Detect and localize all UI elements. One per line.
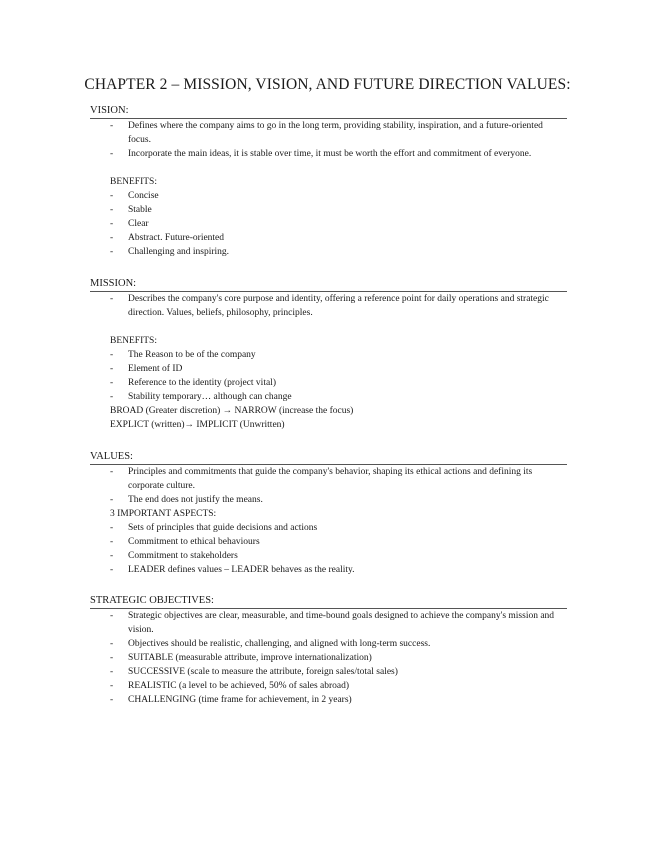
list-item: - Commitment to stakeholders [110, 551, 238, 561]
values-section [90, 450, 567, 577]
strategic-points [90, 609, 567, 707]
values-aspects [90, 521, 567, 577]
strategic-heading: STRATEGIC OBJECTIVES: [90, 594, 567, 609]
list-item: - Incorporate the main ideas, it is stable over time, it must be worth the effort and commitment of everyone. [110, 149, 532, 159]
list-item: - Reference to the identity (project vital) [110, 378, 276, 388]
list-item: - Defines where the company aims to go in the long term, providing stability, inspiration, and a future-oriented focus. [110, 121, 543, 145]
mission-section [90, 277, 567, 432]
values-heading: VALUES: [90, 450, 567, 465]
mission-points [90, 292, 567, 320]
list-item: - Clear [110, 219, 149, 229]
page-title: CHAPTER 2 – MISSION, VISION, AND FUTURE DIRECTION VALUES: [84, 76, 571, 93]
vision-section [90, 104, 567, 259]
vision-heading: VISION: [90, 104, 567, 119]
mission-benefits-heading: BENEFITS: [110, 336, 157, 346]
list-item: - Stability temporary… although can change [110, 392, 292, 402]
mission-note: BROAD (Greater discretion) → NARROW (increase the focus) [110, 406, 354, 416]
list-item: - REALISTIC (a level to be achieved, 50% of sales abroad) [110, 681, 350, 691]
list-item: - Concise [110, 191, 159, 201]
mission-note: EXPLICT (written)→ IMPLICIT (Unwritten) [110, 420, 285, 430]
list-item: - The Reason to be of the company [110, 350, 256, 360]
list-item: - Principles and commitments that guide the company's behavior, shaping its ethical actions and defining its corporate culture. [110, 467, 533, 491]
vision-benefits [90, 189, 567, 259]
list-item: - Element of ID [110, 364, 183, 374]
list-item: - CHALLENGING (time frame for achievement, in 2 years) [110, 695, 352, 705]
list-item: - SUITABLE (measurable attribute, improve internationalization) [110, 653, 372, 663]
list-item: - Stable [110, 205, 152, 215]
values-aspects-heading: 3 IMPORTANT ASPECTS: [110, 509, 217, 519]
list-item: - Strategic objectives are clear, measurable, and time-bound goals designed to achieve the company's mission and vision. [110, 611, 555, 635]
vision-benefits-heading: BENEFITS: [110, 177, 157, 187]
values-points [90, 465, 567, 507]
list-item: - Sets of principles that guide decisions and actions [110, 523, 318, 533]
list-item: - SUCCESSIVE (scale to measure the attribute, foreign sales/total sales) [110, 667, 398, 677]
mission-benefits [90, 348, 567, 404]
list-item: - Abstract. Future-oriented [110, 233, 225, 243]
mission-heading: MISSION: [90, 277, 567, 292]
list-item: - Describes the company's core purpose and identity, offering a reference point for daily operations and strategic direction. Values, beliefs, philosophy, principles. [110, 294, 549, 318]
list-item: - Challenging and inspiring. [110, 247, 230, 257]
list-item: - The end does not justify the means. [110, 495, 263, 505]
list-item: - Objectives should be realistic, challenging, and aligned with long-term success. [110, 639, 431, 649]
strategic-section [90, 594, 567, 707]
list-item: - LEADER defines values – LEADER behaves as the reality. [110, 565, 355, 575]
vision-points [90, 119, 567, 161]
list-item: - Commitment to ethical behaviours [110, 537, 260, 547]
